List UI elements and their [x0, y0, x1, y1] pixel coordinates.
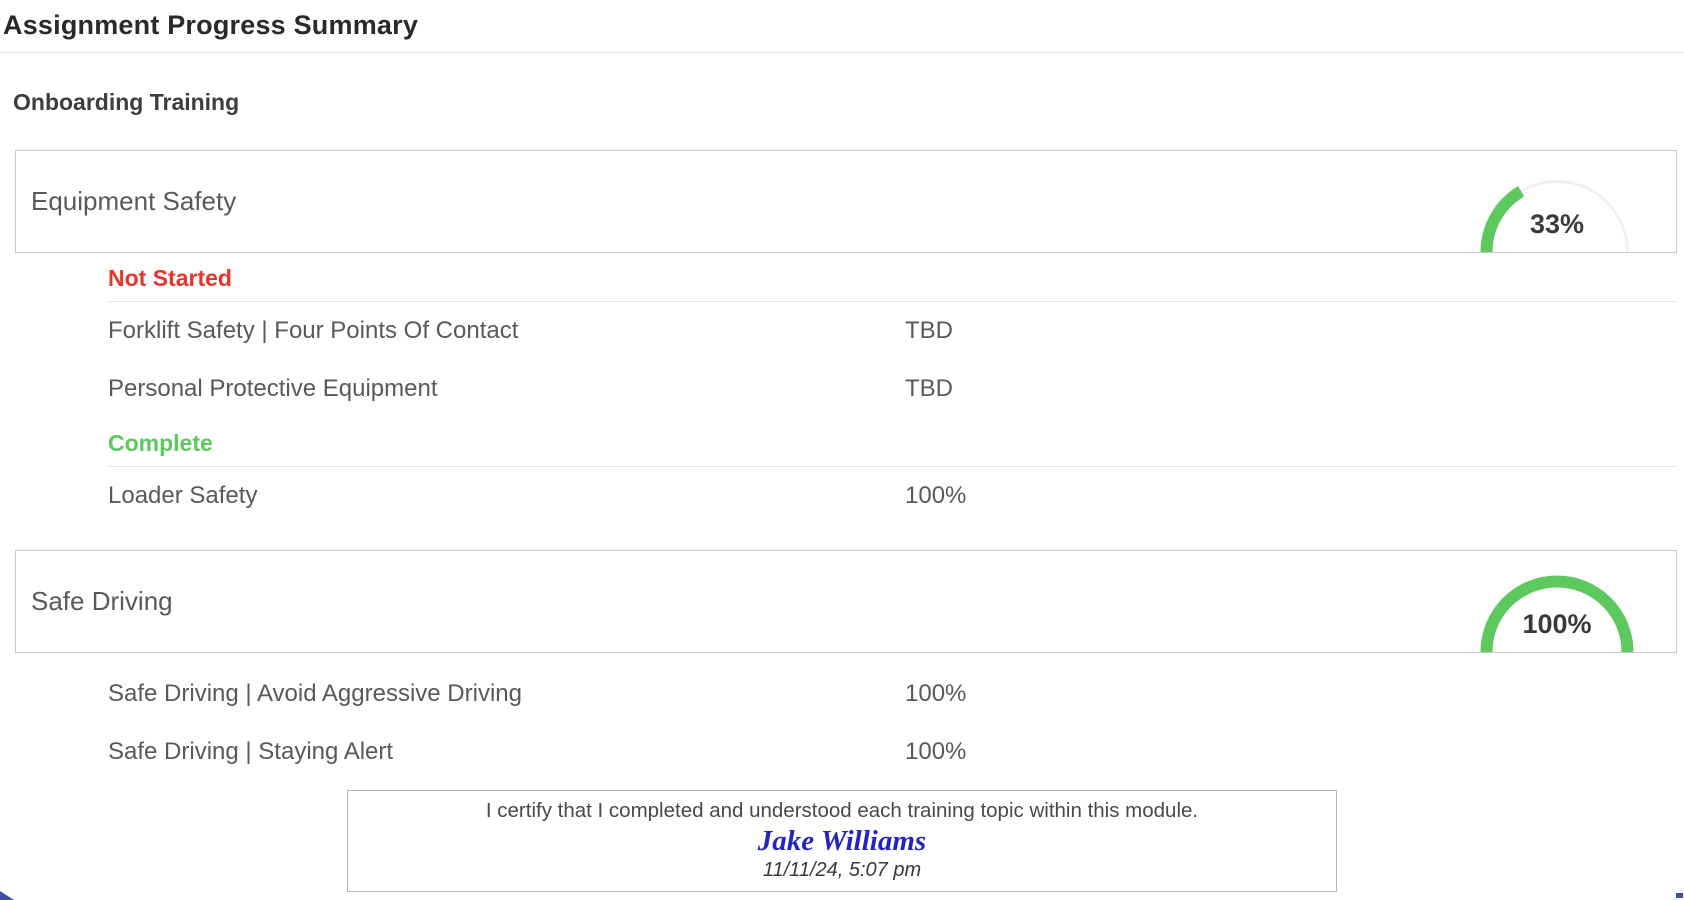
- topic-row: [108, 723, 1677, 781]
- topic-name: Safe Driving | Staying Alert: [108, 738, 394, 765]
- certification-statement: I certify that I completed and understood each training topic within this module.: [485, 799, 1199, 822]
- topic-name: Loader Safety: [108, 482, 258, 509]
- gauge-percent-label: 100%: [1522, 609, 1592, 639]
- section-heading-complete: Complete: [108, 430, 1677, 467]
- progress-gauge: [1477, 572, 1637, 652]
- topic-value: 100%: [905, 482, 967, 509]
- module-card-safe-driving[interactable]: [15, 550, 1677, 653]
- topic-name: Forklift Safety | Four Points Of Contact: [108, 317, 519, 344]
- assignment-title: Onboarding Training: [13, 89, 240, 115]
- semicircle-gauge-icon: [1477, 172, 1637, 252]
- topic-value: TBD: [905, 317, 953, 344]
- module-sections: [108, 665, 1677, 781]
- topic-name: Safe Driving | Avoid Aggressive Driving: [108, 680, 522, 707]
- topic-value: 100%: [905, 738, 967, 765]
- certification-box: [347, 790, 1337, 892]
- corner-artifact-right: [1676, 893, 1683, 898]
- signature: Jake Williams: [757, 825, 927, 857]
- topic-value: 100%: [905, 680, 967, 707]
- module-card-equipment-safety[interactable]: [15, 150, 1677, 253]
- topic-row: [108, 467, 1677, 525]
- module-title: Equipment Safety: [31, 186, 237, 216]
- section-heading-not-started: Not Started: [108, 265, 1677, 302]
- module-title: Safe Driving: [31, 586, 173, 616]
- topic-row: [108, 302, 1677, 360]
- corner-artifact-left: [0, 891, 14, 900]
- topic-row: [108, 665, 1677, 723]
- module-sections: [108, 265, 1677, 525]
- progress-gauge: [1477, 172, 1637, 252]
- topic-name: Personal Protective Equipment: [108, 375, 438, 402]
- topic-value: TBD: [905, 375, 953, 402]
- semicircle-gauge-icon: [1477, 572, 1637, 652]
- gauge-percent-label: 33%: [1529, 209, 1585, 239]
- topic-row: [108, 360, 1677, 418]
- page-title: Assignment Progress Summary: [0, 0, 1684, 53]
- signature-timestamp: 11/11/24, 5:07 pm: [762, 859, 922, 881]
